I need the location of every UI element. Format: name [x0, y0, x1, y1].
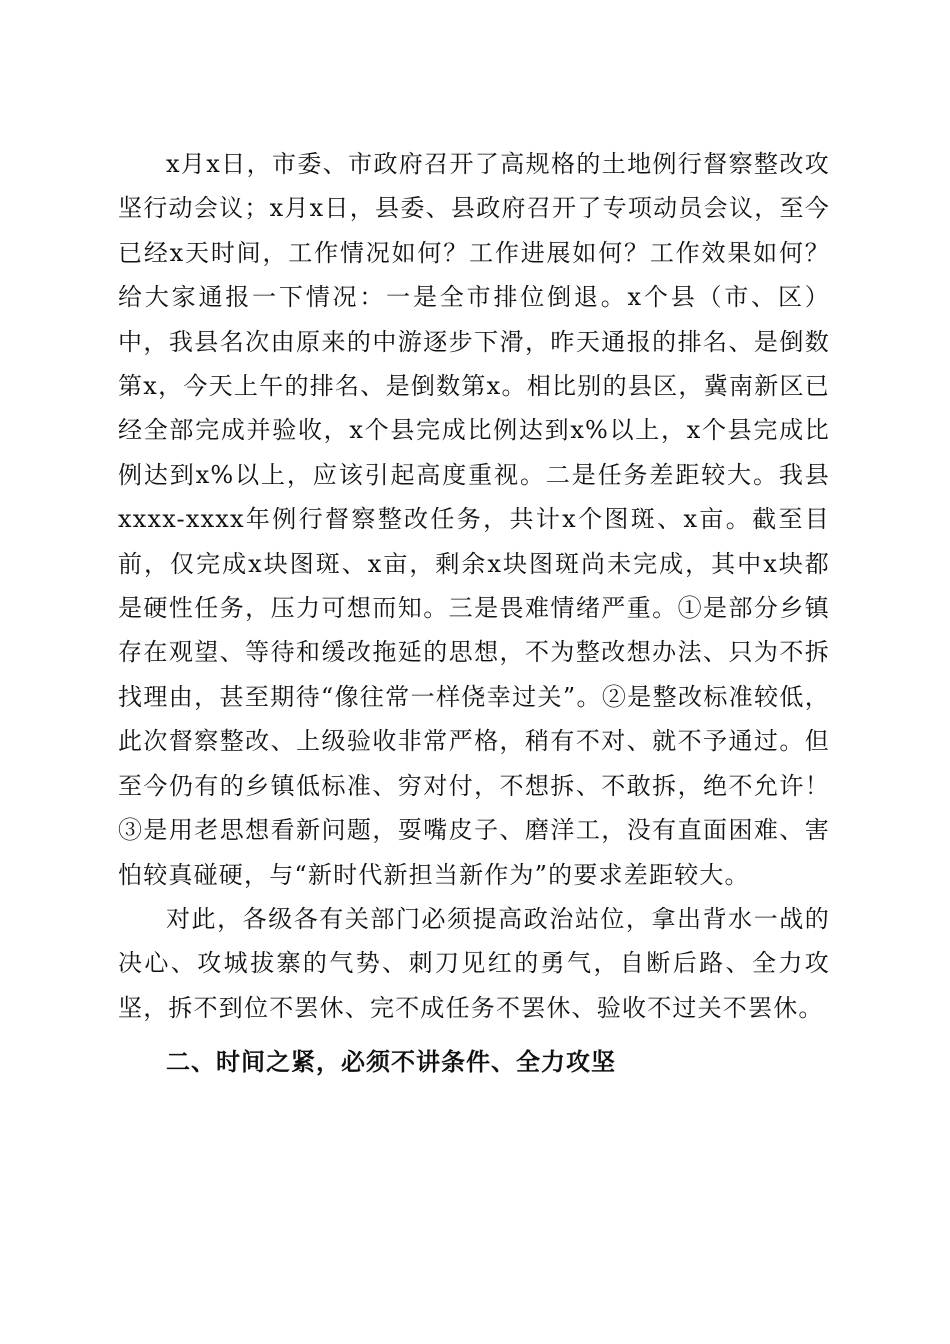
section-heading: 二、时间之紧，必须不讲条件、全力攻坚 [166, 1048, 616, 1077]
document-body [118, 142, 830, 1084]
paragraph-requirements: 对此，各级各有关部门必须提高政治站位，拿出背水一战的决心、攻城拔寨的气势、刺刀见红的勇气，自断后路、全力攻坚，拆不到位不罢休、完不成任务不罢休、验收不过关不罢休。 [118, 904, 830, 1022]
paragraph-situation-report: x月x日，市委、市政府召开了高规格的土地例行督察整改攻坚行动会议；x月x日，县委、县政府召开了专项动员会议，至今已经x天时间，工作情况如何？工作进展如何？工作效果如何？给大家通报一下情况：一是全市排位倒退。x个县（市、区）中，我县名次由原来的中游逐步下滑，昨天通报的排名、是倒数第x，今天上午的排名、是倒数第x。相比别的县区，冀南新区已经全部完成并验收，x个县完成比例达到x%以上，x个县完成比例达到x%以上，应该引起高度重视。二是任务差距较大。我县xxxx-xxxx年例行督察整改任务，共计x个图斑、x亩。截至目前，仅完成x块图斑、x亩，剩余x块图斑尚未完成，其中x块都是硬性任务，压力可想而知。三是畏难情绪严重。①是部分乡镇存在观望、等待和缓改拖延的思想，不为整改想办法、只为不拆找理由，甚至期待“像往常一样侥幸过关”。②是整改标准较低，此次督察整改、上级验收非常严格，稍有不对、就不予通过。但至今仍有的乡镇低标准、穷对付，不想拆、不敢拆，绝不允许！③是用老思想看新问题，耍嘴皮子、磨洋工，没有直面困难、害怕较真碰硬，与“新时代新担当新作为”的要求差距较大。 [118, 150, 830, 889]
